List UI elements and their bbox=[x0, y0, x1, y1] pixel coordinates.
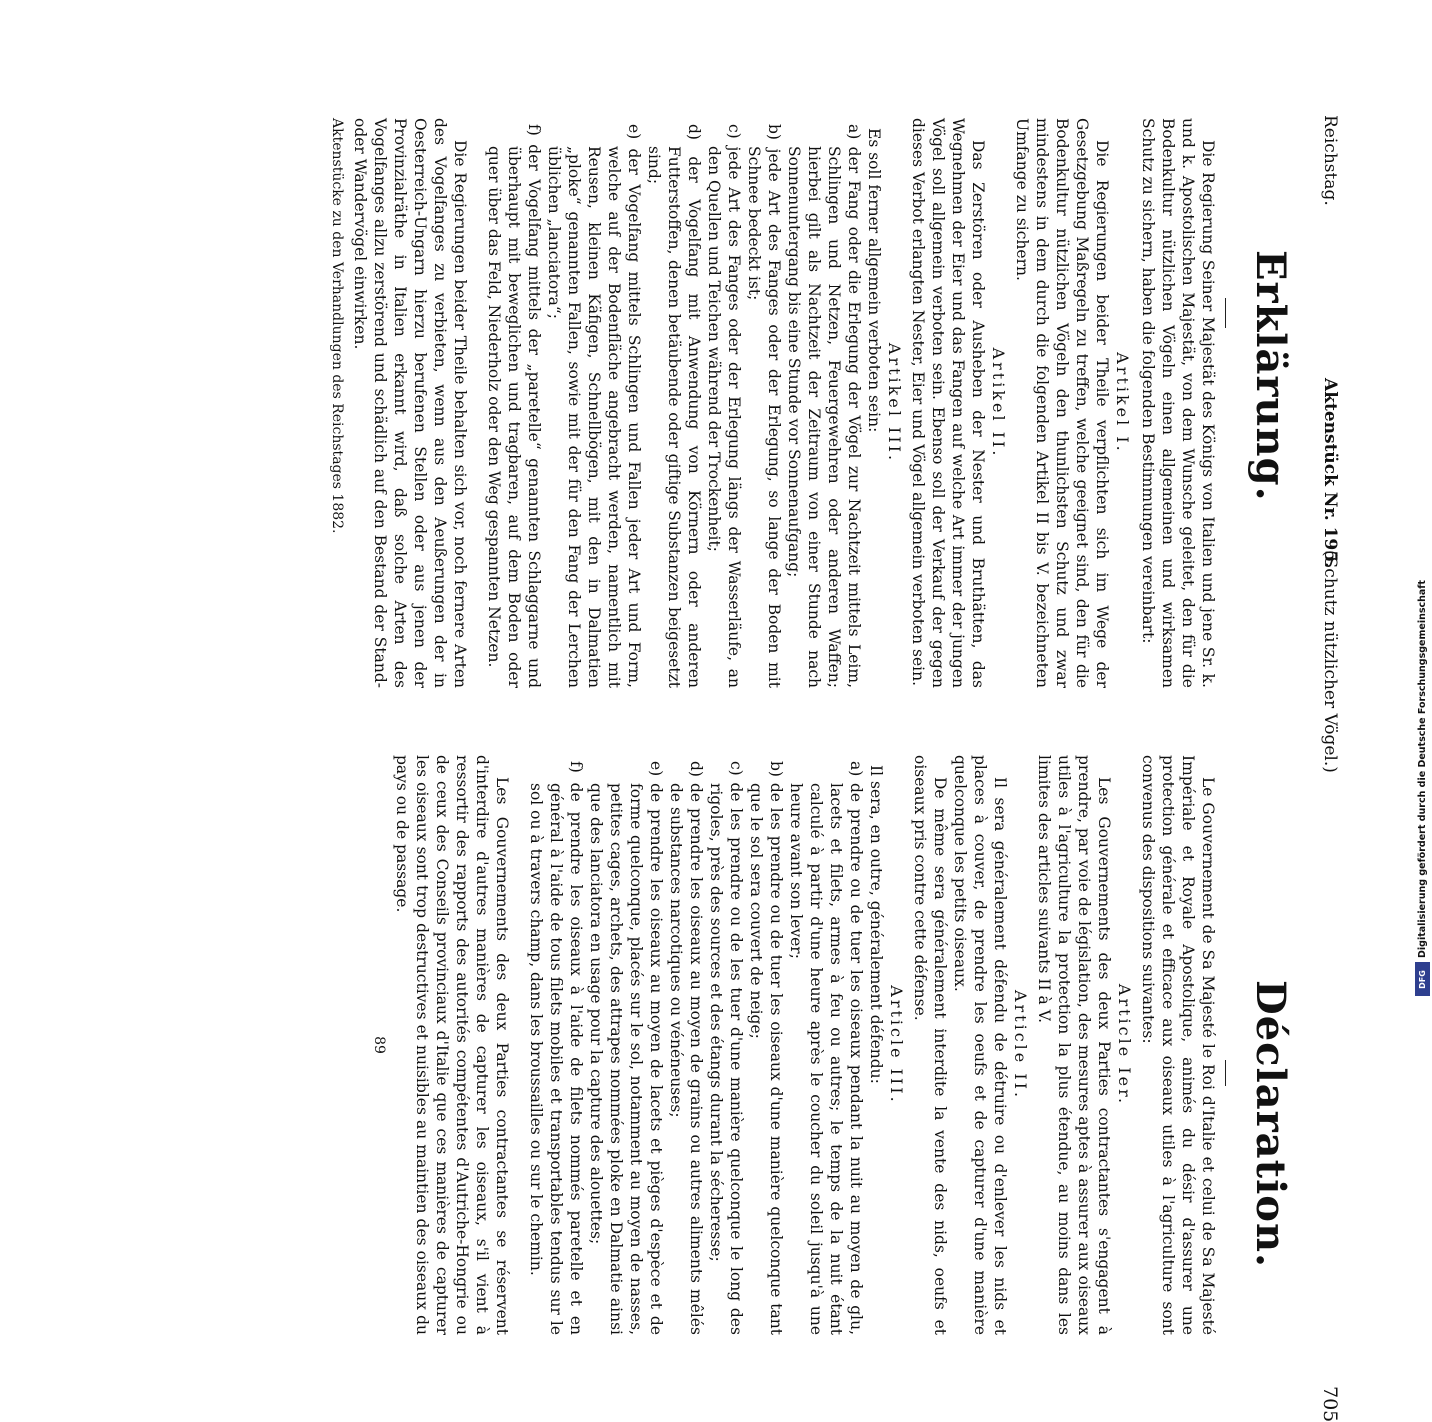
french-art2-text2: De même sera généralement interdite la vente des nids, oeufs et oiseaux pris contre cette défense. bbox=[911, 755, 949, 1335]
german-column bbox=[327, 118, 1218, 688]
german-art3-item-b: b) jede Art des Fanges oder der Erlegung, so lange der Boden mit Schnee bedeckt ist; bbox=[745, 124, 783, 688]
german-art1-heading: Artikel I. bbox=[1113, 352, 1132, 454]
french-art3-item-a: a) de prendre ou de tuer les oiseaux pendant la nuit au moyen de glu, lacets et filets, armes à feu ou autres; le temps de la nuit étant calculé à partir d'une heure après le coucher du soleil jusqu'à une heure avant son lever; bbox=[787, 761, 865, 1335]
french-art3-item-c: c) de les prendre ou de les tuer d'une manière quelconque le long des rigoles, près des sources et des étangs durant la sécheresse; bbox=[707, 761, 745, 1335]
french-art2-heading: Article II. bbox=[1011, 989, 1030, 1101]
french-footer-number: 89 bbox=[371, 1036, 387, 1054]
french-column bbox=[369, 755, 1218, 1335]
german-art3-heading: Artikel III. bbox=[885, 342, 904, 464]
german-art3-item-c: c) jede Art des Fanges oder der Erlegung längs der Wasserläufe, an den Quellen und Teichen während der Trockenheit; bbox=[705, 124, 743, 688]
german-art3-item-f: f) der Vogelfang mittels der „paretelle“ genannten Schlaggarne und überhaupt mit beweglichen und tragbaren, auf dem Boden oder quer über das Feld, Niederholz oder den Weg gespannten Netzen. bbox=[485, 124, 543, 688]
german-art3-item-a: a) der Fang oder die Erlegung der Vögel zur Nachtzeit mittels Leim, Schlingen und Netzen, Feuergewehren oder anderen Waffen; hierbei gilt als Nachtzeit der Zeitraum von einer Stunde nach Sonnenuntergang bis eine Stunde vor Sonnenaufgang; bbox=[785, 124, 863, 688]
dfg-logo-icon bbox=[1415, 962, 1430, 996]
german-art1-text: Die Regierungen beider Theile verpflichten sich im Wege der Gesetzgebung Maßregeln zu treffen, welche geeignet sind, den für die Bodenkultur nützlichen Vögeln den thunlichsten Schutz und zwar mindestens in dem durch die folgenden Artikel II bis V. bezeichneten Umfange zu sichern. bbox=[1013, 118, 1111, 688]
running-head-center: Aktenstück Nr. 195. bbox=[1320, 378, 1340, 569]
german-art2-heading: Artikel II. bbox=[989, 347, 1008, 459]
german-art2-text: Das Zerstören oder Ausheben der Nester und Bruthätten, das Wegnehmen der Eier und das Fangen auf welche Art immer der jungen Vögel soll allgemein verboten sein. Ebenso soll der Verkauf der gegen dieses Verbot erlangten Nester, Eier und Vögel allgemein verboten sein. bbox=[909, 118, 987, 688]
french-art3-item-e: e) de prendre les oiseaux au moyen de lacets et pièges d'espèce et de forme quelconque, placés sur le sol, notamment au moyen de nasses, petites cages, archets, des attrapes nommées ploke en Dalmatie ainsi que des lanciatora en usage pour la capture des alouettes; bbox=[587, 761, 665, 1335]
german-intro: Die Regierung Seiner Majestät des Königs von Italien und jene Sr. k. und k. Apostolischen Majestät, von dem Wunsche geleitet, den für die Bodenkultur nützlichen Vögeln einen allgemeinen und wirksamen Schutz zu sichern, haben die folgenden Bestimmungen vereinbart: bbox=[1139, 118, 1217, 688]
french-art3-item-d: d) de prendre les oiseaux au moyen de grains ou autres aliments mêlés de substances narcotiques ou vénéneuses; bbox=[667, 761, 705, 1335]
french-art1-heading: Article Ier. bbox=[1115, 983, 1134, 1107]
french-art3-item-b: b) de les prendre ou de tuer les oiseaux d'une manière quelconque tant que le sol sera couvert de neige; bbox=[747, 761, 785, 1335]
german-art3-item-d: d) der Vogelfang mit Anwendung von Körnern oder anderen Futterstoffen, denen betäubende oder giftige Substanzen beigesetzt sind; bbox=[645, 124, 703, 688]
german-footer: Aktenstücke zu den Verhandlungen des Reichstages 1882. bbox=[329, 118, 345, 534]
dfg-badge-text: DFG bbox=[1418, 969, 1428, 989]
german-title: Erklärung. bbox=[1247, 250, 1294, 502]
french-art3-item-f: f) de prendre les oiseaux à l'aide de filets nommés paretelle et en général à l'aide de tous filets mobiles et transportables tendus sur le sol ou à travers champ, dans les broussailles ou sur le chemin. bbox=[527, 761, 585, 1335]
french-art3-intro: Il sera, en outre, généralement défendu: bbox=[867, 765, 885, 1084]
german-art3-item-e: e) der Vogelfang mittels Schlingen und Fallen jeder Art und Form, welche auf der Bodenfläche angebracht werden, namentlich mit Reusen, kleinen Käfigen, Schnellbögen, mit den in Dalmatien „ploke“ genannten Fallen, sowie mit der für den Fang der Lerchen üblichen „lanciatora“; bbox=[545, 124, 643, 688]
running-head-left: Reichstag. bbox=[1320, 115, 1340, 206]
french-intro-side-fragment bbox=[1235, 755, 1236, 756]
french-art2-text: Il sera généralement défendu de détruire ou d'enlever les nids et places à couver, de prendre les oeufs et de capturer d'une manière quelconque les petits oiseaux. bbox=[951, 755, 1009, 1335]
french-intro: Le Gouvernement de Sa Majesté le Roi d'Italie et celui de Sa Majesté Impériale et Royale Apostolique, animés du désir d'assurer une protection générale et efficace aux oiseaux utiles à l'agriculture sont convenus des dispositions suivantes: bbox=[1139, 755, 1217, 1335]
page-number: 705 bbox=[1319, 1386, 1341, 1422]
french-title-rule bbox=[1225, 1060, 1226, 1086]
french-art3-heading: Article III. bbox=[887, 985, 906, 1105]
digitization-strip bbox=[1413, 0, 1432, 1000]
french-closing: Les Gouvernements des deux Parties contractantes se réservent d'interdire d'autres manières de capturer les oiseaux, s'il vient à ressortir des rapports des autorités compétentes d'Autriche-Hongrie ou de ceux des Conseils provinciaux d'Italie que ces manières de capturer les oiseaux sont trop destructives et nuisibles au maintien des oiseaux du pays ou de passage. bbox=[393, 755, 511, 1335]
german-closing: Die Regierungen beider Theile behalten sich vor, noch fernere Arten des Vogelfanges zu verbieten, wenn aus den Aeußerungen der in Oesterreich-Ungarn hierzu berufenen Stellen oder aus jenen der Provinzialräthe in Italien erkannt wird, daß solche Arten des Vogelfanges allzu zerstörend und schädlich auf den Bestand der Stand- oder Wandervögel einwirken. bbox=[351, 118, 469, 688]
german-title-rule bbox=[1225, 298, 1226, 328]
running-head-right: (Schutz nützlicher Vögel.) bbox=[1320, 550, 1340, 773]
german-art3-intro: Es soll ferner allgemein verboten sein: bbox=[865, 128, 883, 433]
french-art1-text: Les Gouvernements des deux Parties contractantes s'engagent à prendre, par voie de législation, des mesures aptes à assurer aux oiseaux utiles à l'agriculture la protection la plus étendue, au moins dans les limites des articles suivants II à V. bbox=[1035, 755, 1113, 1335]
french-title: Déclaration. bbox=[1247, 980, 1294, 1268]
digitization-credit: Digitalisierung gefördert durch die Deutsche Forschungsgemeinschaft bbox=[1417, 580, 1428, 958]
